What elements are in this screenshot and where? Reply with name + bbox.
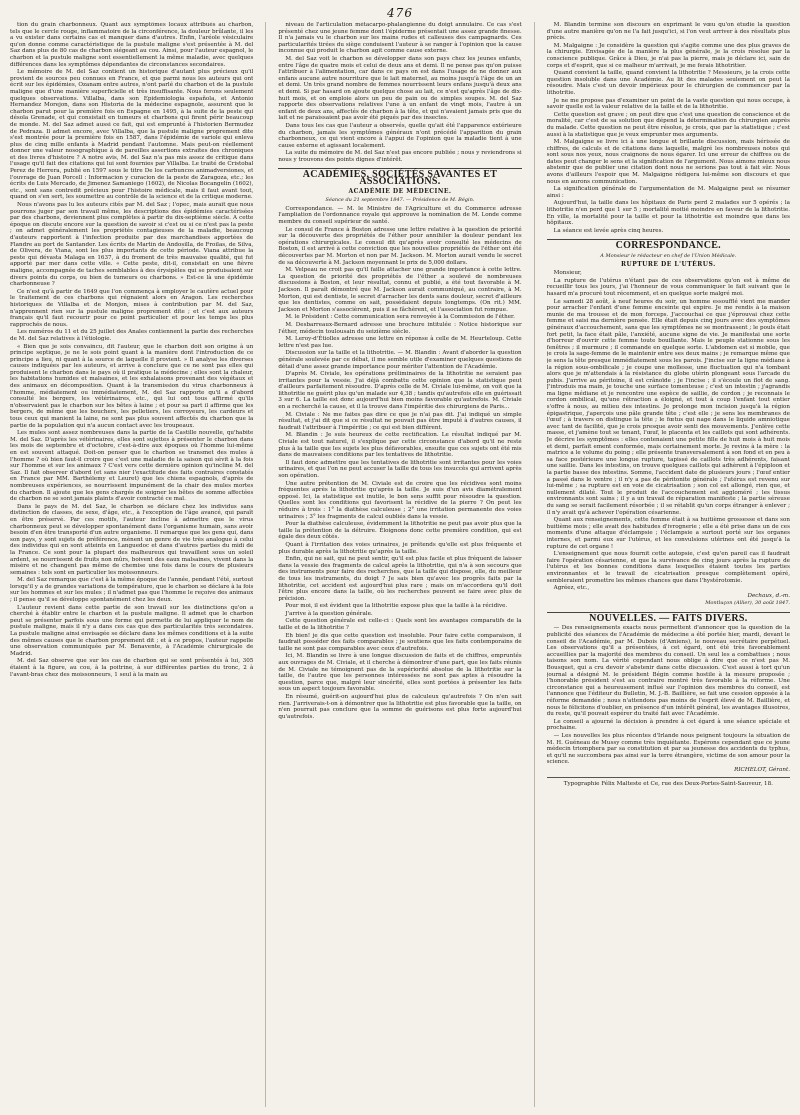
- column-right: [547, 22, 790, 1107]
- paragraph: Une autre prétention de M. Civiale est de croire que les récidives sont moins fréquentes après la lithotritie qu'après la taille. Je suis d'un avis diamétralement opposé. Ici, la statistique est inutile, le bon sens suffit pour résoudre la question. Quelles sont les conditions qui favorisent la récidive de la pierre ? On peut les réduire à trois : 1° la diathèse calculeuse ; 2° une irritation permanente des voies urinaires ; 3° les fragments de calcul oubliés dans la vessie.: [278, 480, 522, 520]
- paragraph: M. Leroy-d'Étiolles adresse une lettre en réponse à celle de M. Heurteloup. Cette lettre n'est pas lue.: [278, 336, 522, 349]
- paragraph: Pour moi, il est évident que la lithotritie expose plus que la taille à la récidive.: [285, 603, 508, 610]
- paragraph: Cette question est grave ; on peut dire que c'est une question de conscience et de moralité, car c'est de sa solution que dépend la détermination du chirurgien auprès du malade. Cette question ne peut être résolue, je crois, que par la statistique ; c'est aussi à la statistique que je veux emprunter mes arguments.: [546, 111, 790, 138]
- paragraph: Le conseil a ajourné la décision à prendre à cet égard à une séance spéciale et prochaine.: [546, 718, 790, 732]
- paragraph: Les mules sont assez nombreuses dans la partie de la Castille nouvelle, qu'habite M. del Saz. D'après les vétérinaires, elles sont sujettes à présenter le charbon dans les mois de septembre et d'octobre, c'est-à-dire aux époques où l'homme lui-même en est souvent attaqué. Doit-on penser que le charbon se transmet des mules à l'homme ? où bien faut-il croire que c'est une maladie de la saison qui sévit à la fois sur l'homme et sur les animaux ? C'est vers cette dernière opinion qu'incline M. del Saz. Il fait observer d'abord (et sans nier l'exactitude des faits contraires constatés en France par MM. Barthélemy et Leuret) que les chiens espagnols, d'après de nombreuses expériences, se nourrissent impunément de la chair des mules mortes du charbon. Il ajoute que les gens chargés de soigner les bêtes de somme affectées de charbon ne se sont jamais plaints d'avoir contracté ce mal.: [10, 430, 254, 503]
- paragraph: L'auteur revient dans cette partie de son travail sur les distinctions qu'on a cherché à établir entre le charbon et la pustule maligne. Il admet que le charbon peut se présenter parfois sous une forme qui permette de lui appliquer le nom de pustule maligne, mais il n'y a dans ces cas que des particularités très secondaires. La pustule maligne ainsi envisagée se déclare dans les mêmes conditions et à la suite des mêmes causes que le charbon proprement dit ; et à ce propos, l'auteur rappelle une observation communiquée par M. Benavente, à l'Académie chirurgicale de Madrid.: [10, 604, 254, 657]
- column-left: [10, 22, 253, 1107]
- paragraph: Aujourd'hui, la taille dans les hôpitaux de Paris perd 2 malades sur 5 opérés ; la lithotritie n'en perd que 1 sur 5 ; mortalité moitié moindre en faveur de la lithotritie. En ville, la mortalité pour la taille et pour la lithotritie est moindre que dans les hôpitaux.: [546, 200, 790, 227]
- paragraph: M. le Président : Cette communication sera renvoyée à la Commission de l'éther.: [285, 314, 515, 321]
- editor-signature: RICHELOT, Gérant.: [734, 766, 790, 773]
- paragraph: M. Malgaigne : Je considère la question qui s'agite comme une des plus graves de la chirurgie. Envisagée de la manière la plus générale, je la crois résolue par la conscience publique. Grâce à Dieu, je n'ai pas la pierre, mais je déclare ici, sain de corps et d'esprit, que si ce malheur m'arrivait, je me ferais lithotritier.: [546, 42, 790, 69]
- paragraph: M. Blandin termine son discours en exprimant le vœu qu'on étudie la question d'une autre manière qu'on ne l'a fait jusqu'ici, si l'on veut arriver à des résultats plus précis.: [546, 22, 790, 42]
- paragraph: niveau de l'articulation métacarpo-phalangienne du doigt annulaire. Ce cas s'est présenté chez une jeune femme dont l'épiderme présentait une assez grande finesse. Il n'a jamais vu le charbon sur les mains rudes et calleuses des campagnards. Ces particularités tirées du siège conduisent l'auteur à se ranger à l'opinion que la cause inconnue qui produit le charbon agit comme cause externe.: [278, 22, 522, 55]
- printer-line: Typographie Félix Malteste et Ce, rue des Deux-Portes-Saint-Sauveur, 18.: [563, 780, 773, 787]
- column-divider: [534, 22, 535, 1107]
- paragraph: M. Civiale : Ne me faites pas dire ce que je n'ai pas dit. J'ai indiqué un simple résultat, et j'ai dit que si ce résultat ne pouvait pas être imputé à d'autres causes, il faudrait l'attribuer à l'impéritie ; ce qui est bien différent.: [278, 411, 522, 431]
- academy-heading: ACADÉMIE DE MÉDECINE.: [348, 187, 452, 195]
- page-number: 476: [387, 6, 413, 20]
- paragraph: Quand convient la taille, quand convient la lithotritie ? Messieurs, je la crois cette question insoluble dans une Académie. Au lit des malades seulement on peut la résoudre. Mais c'est un devoir impérieux pour le chirurgien de commencer par la lithotritie.: [546, 70, 790, 96]
- paragraph: M. del Saz observe que sur les cas de charbon qui se sont présentés à lui, 305 étaient à la figure, au cou, à la poitrine, à sur différentes parties du tronc, 2 à l'avant-bras chez des moissonneurs, 1 seul à la main au: [10, 658, 254, 678]
- paragraph: J'arrive à la question générale.: [285, 610, 373, 617]
- paragraph: Quant à l'irritation des voies urinaires, je prétends qu'elle est plus fréquente et plus durable après la lithotritie qu'après la taille.: [278, 541, 522, 555]
- paragraph: M. del Saz remarque que c'est à la même époque de l'année, pendant l'été, surtout lorsqu'il y a de grandes variations de température, que le charbon se déclare à la fois sur les hommes et sur les mules ; il n'admet pas que l'homme le reçoive des animaux ; il pense qu'il se développe spontanément chez les deux.: [10, 577, 254, 604]
- paragraph: Quant aux renseignements, cette femme était à sa huitième grossesse et dans son huitième mois ; elle avait des habitudes d'ivrognerie ; elle a été prise dans un de ces moments d'une attaque d'éclampsie ; l'éclampsie a surtout porté sur les organes internes, et parmi eux sur l'utérus, et les convulsions utérines ont été jusqu'à la rupture de cet organe !: [546, 517, 790, 550]
- paragraph: M. Blandin : Je suis heureux de cette rectification. Le résultat indiqué par M. Civiale est tout naturel, il s'explique par cette circonstance d'abord qu'il ne reste plus à la taille que les sujets les plus défavorables, ensuite que ces sujets ont été mis dans de mauvaises conditions par les tentatives de lithotritie.: [278, 432, 522, 459]
- paragraph: Eh bien! je dis que cette question est insoluble. Pour faire cette comparaison, il faudrait posséder des faits comparables ; je soutiens que les faits contemporains de taille ne sont pas comparables avec ceux d'autrefois.: [278, 632, 522, 652]
- paragraph: La séance est levée après cinq heures.: [553, 227, 664, 234]
- paragraph: L'enseignement que nous fournit cette autopsie, c'est qu'en pareil cas il faudrait faire l'opération césarienne, et que la survivance de cinq jours après la rupture de l'utérus et les bonnes conditions dans lesquelles étaient toutes les parties environnantes et le travail de cicatrisation presque complètement opéré, sembleraient promettre les mêmes chances que dans l'hystérotomie.: [546, 551, 790, 584]
- paragraph: En résumé, guérit-on aujourd'hui plus de calculeux qu'autrefois ? On n'en sait rien. J'arriverais-t-on à démontrer que la lithotritie est plus favorable que la taille, on n'en pourrait pas conclure que la somme de guérisons est plus forte aujourd'hui qu'autrefois.: [278, 694, 522, 720]
- paragraph: — Des renseignements exacts nous permettent d'annoncer que la question de la publicité des séances de l'Académie de médecine a été portée hier, mardi, devant le conseil de l'Académie, par M. Dubois (d'Amiens), le nouveau secrétaire perpétuel. Les observations qu'il a présentées, à cet égard, ont été très favorablement accueillies par la majorité des membres du conseil. Un seul les a combattues ; nous taisons son nom. La vérité cependant nous oblige à dire que ce n'est pas M. Bousquet, qui a cru devoir s'abstenir dans cette discussion. C'est aussi à tort qu'un journal a désigné M. le président Bégin comme hostile à la mesure proposée ; l'honorable président s'est au contraire montré très favorable à la réforme. Une circonstance qui a heureusement influé sur l'opinion des membres du conseil, est l'annonce que l'éditeur du Bulletin, M. J.-B. Baillière, se fait une cession opposée à la réforme demandée ; nous n'attendons pas moins de l'esprit élevé de M. Baillière, et nous le félicitons d'oublier, en présence d'un intérêt général, les avantages illusoires, du reste, qu'il pouvait espérer du traité fait avec l'Académie.: [546, 625, 790, 718]
- paragraph: D'après M. Civiale, les opérations préliminaires de la lithotritie ne seraient pas irritantes pour la vessie. J'ai déjà combattu cette opinion que la statistique peut d'ailleurs parfaitement résoudre. D'après celle de M. Civiale lui-même, on voit que la lithotritie ne guérit plus qu'un malade sur 4,38 ; tandis qu'autrefois elle en guérissait 3 sur 6. La taille est donc aujourd'hui bien moins favorable qu'autrefois. M. Civiale en a recherché la cause, et il la trouve dans l'impéritie des chirurgiens de Paris...: [278, 371, 522, 411]
- session-date: Séance du 21 septembre 1847. — Présidence de M. Bégin.: [325, 197, 475, 204]
- paragraph: M. Velpeau ne croit pas qu'il faille attacher une grande importance à cette lettre. La question de priorité des propriétés de l'éther a soulevé de nombreuses discussions à Boston, et leur résultat, connu et publié, a été tout favorable à M. Jackson. Il paraît démontré que M. Jackson aurait communiqué, au contraire, à M. Morton, qui est dentiste, le secret d'arracher les dents sans douleur, secret d'ailleurs que les dentistes, comme on sait, possédaient depuis longtemps. (On rit.) MM. Jackson et Morton s'associèrent, puis il se fâchèrent, et l'association fut rompue.: [278, 267, 522, 313]
- letter-signature: Dechaux, d.-m.: [747, 592, 790, 599]
- section-heading-academies: ACADÉMIES, SOCIÉTÉS SAVANTES ET ASSOCIATIONS.: [278, 168, 521, 185]
- paragraph: Agréez, etc.,: [553, 585, 590, 592]
- section-heading-nouvelles: NOUVELLES. — FAITS DIVERS.: [547, 612, 790, 623]
- paragraph: Je ne me propose pas d'examiner un point de la vaste question qui nous occupe, à savoir quelle est la valeur relative de la taille et de la lithotritie.: [546, 97, 790, 111]
- paragraph: Les numéros du 11 et du 25 juillet des Anales contiennent la partie des recherches de M. del Saz relatives à l'étiologie.: [10, 329, 254, 342]
- paragraph: tion du grain charbonneux. Quant aux symptômes locaux attribués au charbon, tels que le cercle rouge, inflammatoire de la circonférence, la douleur brûlante, il les a vu exister dans certains cas et manquer dans d'autres. Enfin, l'aréole vésiculaire qu'on donne comme caractéristique de la pustule maligne s'est présentée à M. del Saz dans plus de 80 cas de charbon siégeant au cou. Ainsi, pour l'auteur espagnol, le charbon et la pustule maligne sont essentiellement la même maladie, avec quelques différences dans les symptômes dépendantes de circonstances secondaires.: [10, 22, 254, 68]
- paragraph: Pour la diathèse calculeuse, évidemment la lithotritie ne peut pas avoir plus que la taille la prétention de la détruire. Éloignons donc cette première condition, qui est égale des deux côtés.: [278, 521, 522, 541]
- paragraph: « Bien que je sois convaincu, dit l'auteur, que le charbon doit son origine à un principe septique, je ne le sois point quant à la manière dont l'introduction de ce principe a lieu, ni quant à la source de laquelle il provient. » Il analyse les diverses causes indiquées par les auteurs, et arrive à conclure que ce ne sont pas elles qui produisent le charbon dans le pays où il pratique la médecine ; elles sont la chaleur, les habitations humides et malsaines, et les exhalaisons provenant des végétaux et des animaux en décomposition. Quant à la transmission du virus charbonneux à l'homme, médiatement ou immédiatement, M. del Saz rapporte qu'il a d'abord consulté les bergers, les vétérinaires, etc., qui lui ont tous affirmé qu'ils n'observaient pas le charbon sur les bêtes à laine ; et pour sa part il affirme que les bergers, de même que les bouchers, les pelletiers, les corroyeurs, les cardeurs et tous ceux qui manient la laine, ne sont pas plus souvent affectés du charbon que la partie de la population qui n'a aucun contact avec les troupeaux.: [10, 343, 254, 429]
- paragraph: Il faut donc admettre que les tentatives de lithotritie sont irritantes pour les voies urinaires, et que l'on ne peut accuser la taille de tous les insuccès qui arrivent après son opération.: [278, 459, 522, 479]
- paragraph: Dans le pays de M. del Saz, le charbon se déclare chez les individus sans distinction de classes, de sexe, d'âge, etc., à l'exception de l'âge avancé, qui paraît en être préservé. Par ces motifs, l'auteur incline à admettre que le virus charbonneux peut se développer spontanément dans l'organisme humain, sans avoir besoin d'en être transporté d'un autre organisme. Il remarque que les gens qui, dans son pays, y sont sujets de préférence, mènent un genre de vie très analogue à celui des individus qui en sont atteints en Languedoc et dans d'autres parties du midi de la France. Ce sont pour la plupart des malheureux qui travaillent sous un soleil ardent, se nourrissent de fruits non mûrs, boivent des eaux malsaines, vivent dans la misère et ne changent pas même de chemise une fois dans le cours de plusieurs semaines : tels sont en particulier les moissonneurs.: [10, 503, 254, 576]
- paragraph: Correspondance. — M. le Ministre de l'Agriculture et du Commerce adresse l'ampliation de l'ordonnance royale qui approuve la nomination de M. Londe comme membre du conseil supérieur de santé.: [278, 205, 522, 226]
- paragraph: Ce n'est qu'à partir de 1649 que l'on commença à employer le cautère actuel pour le traitement de ces charbons qui régnaient alors en Aragon. Les recherches historiques de Villalba et de Monjon, mises à contribution par M. del Saz, n'apprennent rien sur la pustule maligne proprement dite ; et c'est aux auteurs français qu'il faut recourir pour ce point particulier et pour les temps les plus rapprochés de nous.: [10, 288, 254, 328]
- column-middle: [278, 22, 521, 1107]
- paragraph: La signification générale de l'argumentation de M. Malgaigne peut se résumer ainsi :: [546, 186, 790, 199]
- paragraph: Discussion sur la taille et la lithotritie. — M. Blandin : Avant d'aborder la question générale soulevée par ce débat, il me semble utile d'examiner quelques questions de détail d'une assez grande importance pour mériter l'attention de l'Académie.: [278, 350, 522, 370]
- letter-subject: RUPTURE DE L'UTÉRUS.: [620, 260, 716, 268]
- footer-divider: [547, 777, 790, 778]
- paragraph: La rupture de l'utérus n'étant pas de ces observations qu'on est à même de recueillir tous les jours, j'ai l'honneur de vous communiquer le fait suivant que le hasard m'a procuré tout récemment, et en quelque sorte malgré moi.: [546, 277, 790, 297]
- paragraph: Monsieur,: [553, 270, 582, 277]
- paragraph: — Les nouvelles les plus récentes d'Irlande nous peignent toujours la situation de M. H. Guéneau de Mussy comme très inquiétante. Espérons cependant que ce jeune médecin triomphera par sa constitution et par sa jeunesse des accidents du typhus, et qu'il ne succombera pas ainsi sur la terre étrangère, victime de son amour pour la science.: [546, 732, 790, 766]
- paragraph: M. Desbarreaux-Bernard adresse une brochure intitulée : Notice historique sur l'éther, médecin toulousain du seizième siècle.: [278, 321, 522, 335]
- paragraph: Nous n'avons pas lu les auteurs cités par M. del Saz ; l'opec, mais aurait que nous pourrons juger par son travail même, les descriptions des épidémies caractérisées par des charbons, deviennent plus complètes à partir du dix-septième siècle. A cette époque on discute encore sur la question de savoir si c'est ou si ce n'est pas la peste ; on admet généralement les propriétés contagieuses de la maladie, beaucoup d'auteurs rapportent à l'infection produite par des marchandises apportées de Flandre au port de Santander. Les écrits de Martin de Andosilla, de Froilas, de Silva, de Olivera, de Viana, sont les plus importants de cette période. Viana attribue la peste qui dévasta Malaga en 1637, à du froment de très mauvaise qualité, qui fut apporté par mer dans cette ville. « Cette peste, dit-il, consistait en une fièvre maligne, accompagnée de taches semblables à des érysipèles qui se produisaient sur divers points du corps, ou bien de tumeurs ou charbons. » Est-ce là une épidémie charbonneuse ?: [10, 202, 254, 288]
- paragraph: Cette question générale est celle-ci : Quels sont les avantages comparatifs de la taille et de la lithotritie ?: [278, 618, 522, 632]
- paragraph: Le consul de France à Boston adresse une lettre relative à la question de priorité sur la découverte des propriétés de l'éther pour annihiler la douleur pendant les opérations chirurgicales. Le consul dit qu'après avoir consulté les médecins de Boston, il est arrivé à cette conviction que les nouvelles propriétés de l'éther ont été découvertes par M. Morton et non par M. Jackson. M. Morton aurait vendu le secret de sa découverte à M. Jackson moyennant le prix de 5,000 dollars.: [278, 226, 522, 266]
- section-heading-correspondance: CORRESPONDANCE.: [547, 239, 790, 250]
- paragraph: La suite du mémoire de M. del Saz n'est pas encore publiée ; nous y reviendrons si nous y trouvons des points dignes d'intérêt.: [278, 150, 522, 163]
- columns: [10, 22, 790, 1107]
- paragraph: Le mémoire de M. del Saz contient un historique d'autant plus précieux qu'il provient de sources peu connues en France, et que parmi nous les auteurs qui ont écrit sur les épidémies, Ozanam entre autres, n'ont parlé du charbon et de la pustule maligne que d'une manière superficielle et très insuffisante. Nous ferons seulement quelques observations. Villalba, dans son Epidemiologia española, et Antonio Hernandez Morejon, dans son Historia de la médecine espagnole, assurent que le charbon parut pour la première fois en Espagne en 1495, à la suite de la peste qui désola Grenade, et qui consistait en tumeurs et charbons qui firent périr beaucoup de monde. M. del Saz admet aussi ce fait, qui est emprunté à l'historien Bermudez de Pedraza. Il admet encore, avec Villalba, que la pustule maligne proprement dite s'est montrée pour la première fois en 1587, dans l'épidémie de variole qui enleva plus de cinq mille enfants à Madrid pendant l'automne. Mais peut-on réellement donner une valeur nosographique à de pareilles assertions extraites des chroniques et des livres d'histoire ? A notre avis, M. del Saz n'a pas mis assez de critique dans l'usage qu'il fait des citations qui lui sont fournies par Villalba. Le traité de Cristobal Perez de Herrera, publié en 1597 sous le titre De los carbuncos animadversiones, et l'ouvrage de Juan Porcell : Informacion y curacion de la peste de Zaragoza, etc.; les écrits de Luis Mercado, de Jimenez Samaniego (1602), de Nicolas Bocangelin (1602), etc., sont sans contredit précieux pour l'histoire médicale, mais il faut avant tout, quand on s'en sert, les soumettre au contrôle de la science et de la critique moderne.: [10, 69, 254, 201]
- paragraph: Dans tous les cas que l'auteur a observés, quelle qu'ait été l'apparence extérieure du charbon, jamais les symptômes généraux n'ont précédé l'apparition du grain charbonneux, ce qui vient encore à l'appui de l'opinion que la maladie tient à une cause externe et agissant localement.: [278, 122, 522, 149]
- paragraph: M. Malgaigne se livre ici à une longue et brillante discussion, mais hérissée de chiffres, de calculs et de citations dans laquelle, malgré les nombreuses notes qui sont sous nos yeux, nous craignons de nous égarer. Ici une erreur de chiffres ou de dates peut changer le sens et la signification de l'argument. Nous aimons mieux nous abstenir que de publier une citation dont nous ne serions pas tout à fait sûr. Nous avons d'ailleurs l'espoir que M. Malgaigne rédigera lui-même son discours et que nous en aurons communication.: [546, 139, 790, 185]
- letter-place-date: Montluçon (Allier), 30 août 1847.: [705, 600, 790, 607]
- paragraph: Ici, M. Blandin se livre à une longue discussion de faits et de chiffres, empruntés aux ouvrages de M. Civiale, et il cherche à démontrer d'une part, que les faits réunis de M. Civiale ne témoignent pas de la supériorité absolue de la lithotritie sur la taille, de l'autre que les personnes intéressées ne sont pas aptes à résoudre la question, parce que, malgré leur sincérité, elles sont portées à présenter les faits sous un aspect toujours favorable.: [278, 653, 522, 693]
- paragraph: M. del Saz voit le charbon se développer dans son pays chez les jeunes enfants, entre l'âge de quatre mois et celui de deux ans et demi. Il ne pense pas qu'on puisse l'attribuer à l'alimentation, car dans ce pays on est dans l'usage de ne donner aux enfans aucune autre nourriture que le lait maternel, au moins jusqu'à l'âge de un an et demi. Un très grand nombre de femmes nourrissent leurs enfans jusqu'à deux ans et demi. Si par hasard on ajoute quelque chose au lait, ce n'est qu'après l'âge de dix-huit mois, et on emploie alors un peu de pain ou de simples soupes. M. del Saz rapporte des observations relatives l'une à un enfant de vingt mois, l'autre à un enfant de deux ans, affectés de charbon à la tête, et qui n'avaient jamais pris que du lait et ne paraissaient pas avoir été piqués par des insectes.: [278, 55, 522, 122]
- paragraph: Enfin, qui ne sait, qui ne peut sentir, qu'il est plus facile et plus fréquent de laisser dans la vessie des fragments de calcul après la lithotritie, qui n'a à son secours que des instruments pour faire des recherches, que la taille qui dispose, elle, du meilleur de tous les instruments, du doigt ? Je sais bien qu'avec les progrès faits par la lithotritie, cet accident est aujourd'hui plus rare ; mais on m'accordera qu'il doit l'être plus encore dans la taille, où les recherches peuvent se faire avec plus de précision.: [278, 556, 522, 602]
- letter-address: A Monsieur le rédacteur en chef de l'Union Médicale.: [600, 253, 737, 259]
- column-divider: [265, 22, 266, 1107]
- paragraph: Le samedi 28 août, à neuf heures du soir, un homme essoufflé vient me mander pour arracher l'enfant d'une femme enceinte qui expire. Je me rendis à la maison munie de ma trousse et de mon forceps. J'accouchai ce que j'éprouvai chez cette femme et saisi ma dernière pensée. Elle était depuis cinq jours avec des symptômes généraux d'accouchement, sans que les symptômes ne se montrassent ; le pouls était fort petit, la face était pâle, l'anxiété, aucune signe de vie. Je manifestai une sorte d'horreur d'ouvrir cette femme toute bouillante. Mais le peuple stationne sous les fenêtres ; il murmure ; il commande en quelque sorte. L'abdomen est si mobile, que je crois la sage-femme de le maintenir entre ses deux mains ; je remarque même que je sens la tête presque immédiatement sous les parois. J'incise sur la ligne médiane à la région sous-ombilicale ; je coupe une mollesse, une fluctuation qui n'a tombant alors que je m'attendais à la résistance du globe utérin plongeant sous l'arcade du pubis. J'arrive au péritoine, il est crânoïde ; je l'incise ; il s'écoule un flot de sang. J'introduis ma main, je touche une surface tomenteuse ; c'est un intestin ; j'agrandis ma ligne médiane et je rencontre une espèce de saillie, de cordon ; je reconnais le cordon ombilical, qu'une rétraction a éloigné, et tout à coup l'enfant tout entier s'offre à nous, au milieu des intestins. Je prolonge mon incision jusqu'à la région épigastrique, j'aperçois une pâle grande tête ; c'est elle ; je sens les membranes de l'œuf ; à travers on distingue la tête ; le fœtus qui nage dans le liquide amniotique avec tant de facilité, que je crois presque avoir senti des mouvements. J'enlève cette masse, et j'amène tout se tenant, l'œuf, le placenta et les caillots qui sont adhérents. Je décrire les symptômes : elles contenaient une petite fille de huit mois à huit mois et demi, parfait ement conformée, mais certainement morte. Je revins à la mère : la matrice a le volume du poing ; elle présente transversalement à son fond et en peu à sa face postérieure une longue rupture, tapissé de caillots très adhérents, faisant une saillie. Dans les intestins, on trouve quelques caillots qui adhèrent à l'épiploon et la partie basse des intestins. Somme, l'accident date de plusieurs jours ; l'œuf entier a passé dans le ventre ; il n'y a pas de péritonite générale ; l'utérus est revenu sur lui-même ; sa rupture est en voie de cicatrisation ; son col est allongé, rien que, et nullement dilaté. Tout le produit de l'accouchement est aggloméré ; les tissus environnants sont sains ; il y a un travail de réparation manifeste ; la partie séreuse du sang se serait facilement résorbée ; il se rétablit qu'un corps étranger à enlever ; il n'y avait qu'à achever l'opération césarienne.: [546, 298, 790, 516]
